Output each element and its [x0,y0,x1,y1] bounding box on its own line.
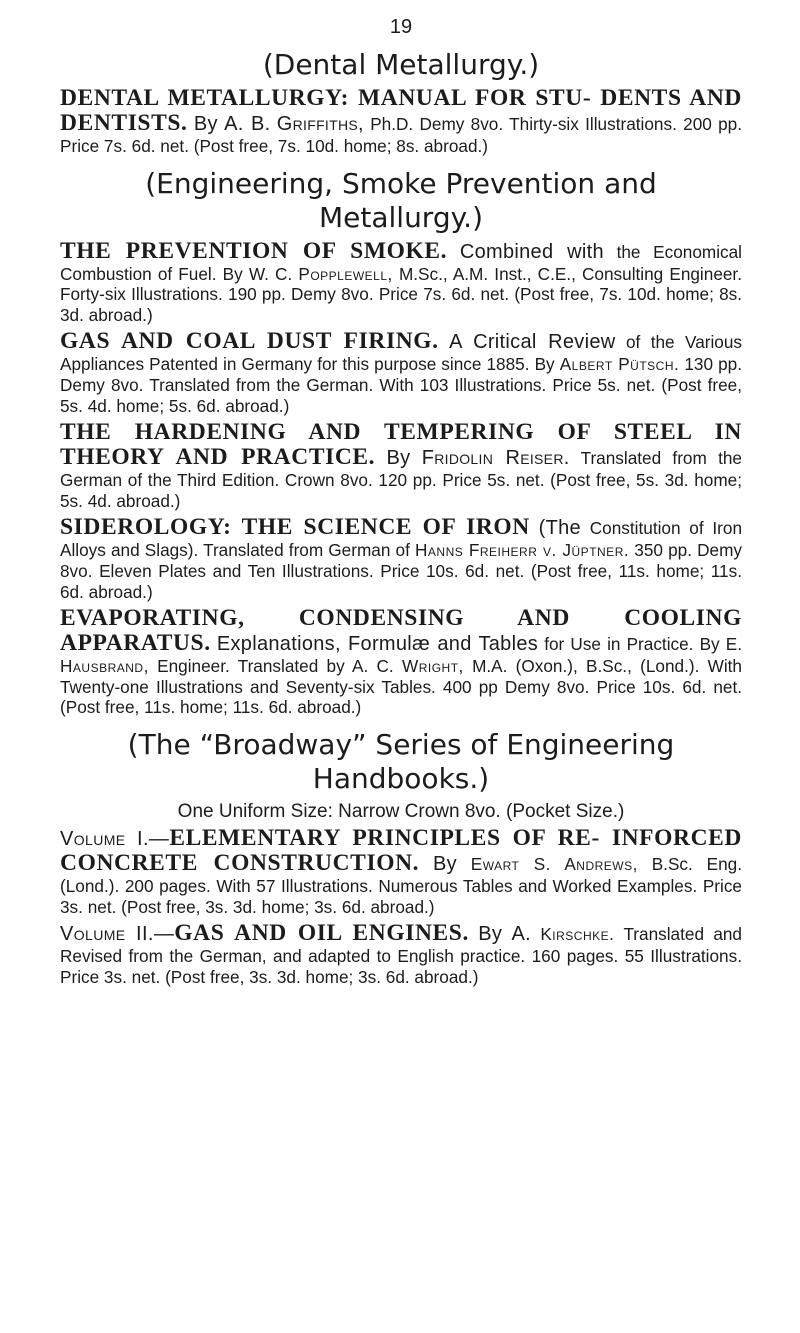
book-author: Albert Pütsch. [559,354,680,375]
section-broadway-series [60,728,742,987]
section-heading: (Dental Metallurgy.) [262,48,540,81]
series-subheading: One Uniform Size: Narrow Crown 8vo. (Pocket Size.) [177,800,625,822]
book-translator: Wright, [401,656,464,677]
book-details: Translated and Revised from the German, and adapted to English practice. 160 pages. 55 Illustrations. Price 3s. net. (Post free, 3s. 3d. home; 3s. 6d. abroad.) [60,924,742,987]
book-title: SIDEROLOGY: THE SCIENCE OF IRON [60,514,530,541]
book-entry-siderology [60,515,742,602]
book-entry-gas-coal-dust-firing [60,329,742,416]
book-subtitle: (The [538,517,581,540]
book-entry-dental-metallurgy [60,86,742,157]
book-title: GAS AND COAL DUST FIRING. [60,328,439,355]
book-entry-prevention-of-smoke [60,239,742,326]
book-subtitle: Explanations, Formulæ and Tables [216,633,539,656]
book-entry-hardening-tempering-steel [60,420,742,511]
book-author: Hanns Freiherr v. Jüptner. [415,540,630,561]
volume-label: Volume I.— [60,827,170,850]
book-title: THE HARDENING AND TEMPERING OF STEEL IN THEORY AND PRACTICE. [60,419,742,471]
book-by: By [386,447,411,470]
book-author: Ewart S. Andrews, [470,853,638,874]
book-title: THE PREVENTION OF SMOKE. [60,237,448,264]
book-entry-volume-2 [60,921,742,987]
book-title: EVAPORATING, CONDENSING AND COOLING APPARATUS. [60,605,742,657]
book-entry-volume-1 [60,826,742,917]
book-subtitle-cont: of the Various Appliances Patented in Germany for this purpose since 1885. By [60,332,743,375]
book-title: ELEMENTARY PRINCIPLES OF RE- INFORCED CONCRETE CONSTRUCTION. [60,824,742,876]
book-by: By [432,852,457,875]
book-author: Hausbrand, [60,656,149,677]
book-details: Translated from the German of the Third Edition. Crown 8vo. 120 pp. Price 5s. net. (Post free, 5s. 3d. home; 5s. 4d. abroad.) [60,448,742,511]
book-author: Kirschke. [540,924,615,945]
book-details: Ph.D. Demy 8vo. Thirty-six Illustrations. 200 pp. Price 7s. 6d. net. (Post free, 7s. 10d. home; 8s. abroad.) [60,114,743,156]
book-details: M.Sc., A.M. Inst., C.E., Consulting Engineer. Forty-six Illustrations. 190 pp. Demy 8vo. Price 7s. 6d. net. (Post free, 7s. 10d. home; 8s. 3d. abroad.) [60,263,742,325]
section-engineering-smoke-metallurgy [60,167,742,718]
book-entry-evaporating-condensing [60,606,742,718]
book-subtitle: A Critical Review [449,331,616,354]
book-by: By A. B. [193,113,271,135]
book-title: DENTAL METALLURGY: MANUAL FOR STU- DENTS AND DENTISTS. [60,85,742,136]
book-details: B.Sc. Eng. (Lond.). 200 pages. With 57 Illustrations. Numerous Tables and Worked Examples. Price 3s. net. (Post free, 3s. 3d. home; 3s. 6d. abroad.) [60,853,742,917]
book-details: 130 pp. Demy 8vo. Translated from the German. With 103 Illustrations. Price 5s. net. (Post free, 5s. 4d. home; 5s. 6d. abroad.) [60,354,742,416]
book-details: 350 pp. Demy 8vo. Eleven Plates and Ten Illustrations. Price 10s. 6d. net. (Post free, 11s. home; 11s. 6d. abroad.) [60,540,742,602]
volume-label: Volume II.— [60,923,175,946]
section-dental-metallurgy [60,48,742,157]
page-number: 19 [389,16,413,38]
book-author: Griffiths, [276,113,364,135]
book-translator-intro: Engineer. Translated by A. C. [157,656,394,677]
book-subtitle-cont: Constitution of Iron Alloys and Slags). Translated from German of [60,518,743,561]
book-by: By A. [478,923,531,946]
book-subtitle-cont: the Economical Combustion of Fuel. By W. C. [60,241,742,284]
section-heading: (The “Broadway” Series of Engineering Handbooks.) [127,727,675,795]
book-subtitle: Combined with [459,240,604,263]
book-title: GAS AND OIL ENGINES. [174,920,469,947]
book-details: M.A. (Oxon.), B.Sc., (Lond.). With Twenty-one Illustrations and Seventy-six Tables. 400 pp Demy 8vo. Price 10s. 6d. net. (Post free, 11s. home; 11s. 6d. abroad.) [60,656,742,718]
book-author: Popplewell, [298,263,393,284]
section-heading: (Engineering, Smoke Prevention and Metallurgy.) [145,166,657,234]
book-subtitle-cont: for Use in Practice. By E. [544,634,743,655]
book-author: Fridolin Reiser. [421,447,570,470]
